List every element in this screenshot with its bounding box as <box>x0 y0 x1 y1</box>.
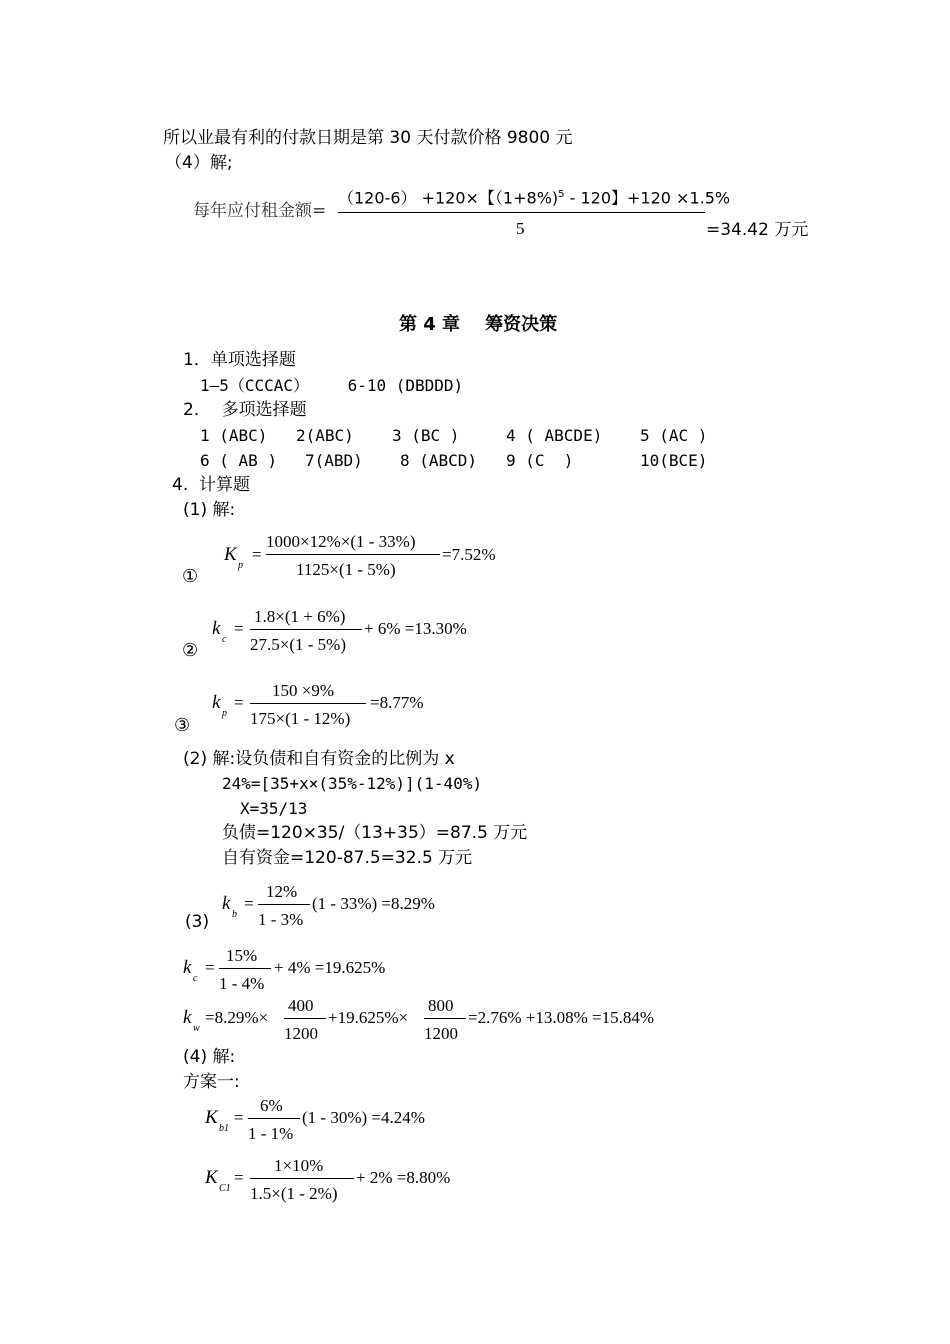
formula-subscript: b1 <box>219 1123 229 1134</box>
formula-subscript: C1 <box>219 1183 231 1194</box>
fraction-1-numerator: 400 <box>288 996 314 1015</box>
part2-line-1: (2) 解:设负债和自有资金的比例为 x <box>183 749 455 769</box>
formula-result: + 4% =19.625% <box>274 958 386 977</box>
fraction-bar <box>248 1118 300 1119</box>
equals-sign: = <box>244 894 254 913</box>
formula-numerator: 15% <box>226 946 258 965</box>
formula-result: + 6% =13.30% <box>364 619 467 638</box>
formula-subscript: c <box>222 634 227 645</box>
fraction-2-numerator: 800 <box>428 996 454 1015</box>
section-single-choice-title: 1．单项选择题 <box>183 350 296 370</box>
formula-lhs: k <box>212 692 221 713</box>
equals-sign: = <box>234 693 244 712</box>
answer-item: 8 (ABCD) <box>400 451 478 470</box>
formula-numerator: 150 ×9% <box>272 681 334 700</box>
formula-subscript: p <box>222 708 227 719</box>
formula-lhs: K <box>205 1107 218 1128</box>
formula-result: =2.76% +13.08% =15.84% <box>468 1008 654 1027</box>
fraction-bar <box>258 904 310 905</box>
equals-sign: = <box>234 619 244 638</box>
part4-solution-label: (4) 解: <box>183 1047 236 1067</box>
answer-item: 9 (C ) <box>506 451 574 470</box>
equals-sign: = <box>252 545 262 564</box>
chapter-title: 第 4 章 筹资决策 <box>399 314 558 335</box>
formula-numerator: 1×10% <box>274 1156 324 1175</box>
formula-lhs: K <box>224 544 237 565</box>
part2-line-3: X=35/13 <box>240 799 308 818</box>
rent-denominator: 5 <box>516 219 525 238</box>
answer-item: 1 (ABC) <box>200 426 268 445</box>
rent-fraction-bar <box>338 212 705 213</box>
formula-lhs: k <box>212 618 221 639</box>
formula-result: =8.77% <box>370 693 424 712</box>
formula-numerator: 6% <box>260 1096 283 1115</box>
formula-lhs: k <box>183 1007 192 1028</box>
fraction-bar <box>250 629 362 630</box>
formula-lhs: k <box>222 893 231 914</box>
answer-item: 2(ABC) <box>296 426 354 445</box>
formula-term-2: +19.625%× <box>328 1008 409 1027</box>
formula-result: (1 - 33%) =8.29% <box>312 894 435 913</box>
formula-lhs: K <box>205 1167 218 1188</box>
formula-denominator: 1.5×(1 - 2%) <box>250 1184 338 1203</box>
formula-numerator: 12% <box>266 882 298 901</box>
section-multi-choice-title: 2． 多项选择题 <box>183 400 307 420</box>
answer-item: 10(BCE) <box>640 451 708 470</box>
formula-result: =7.52% <box>442 545 496 564</box>
formula-subscript: w <box>193 1023 200 1034</box>
fraction-bar <box>250 703 366 704</box>
formula-denominator: 27.5×(1 - 5%) <box>250 635 346 654</box>
formula-term-1: =8.29%× <box>205 1008 269 1027</box>
formula-subscript: p <box>238 560 243 571</box>
answer-item: 5 (AC ) <box>640 426 708 445</box>
formula-lhs: k <box>183 957 192 978</box>
formula-numerator: 1.8×(1 + 6%) <box>254 607 346 626</box>
equals-sign: = <box>234 1108 244 1127</box>
part1-solution-label: (1) 解: <box>183 500 236 520</box>
equals-sign: = <box>205 958 215 977</box>
formula-denominator: 175×(1 - 12%) <box>250 709 351 728</box>
formula-denominator: 1125×(1 - 5%) <box>296 560 396 579</box>
formula-result: (1 - 30%) =4.24% <box>302 1108 425 1127</box>
formula-subscript: c <box>193 973 198 984</box>
fraction-2-denominator: 1200 <box>424 1024 458 1043</box>
part2-line-5: 自有资金=120-87.5=32.5 万元 <box>222 848 473 868</box>
fraction-bar <box>266 554 440 555</box>
rent-result: =34.42 万元 <box>706 220 809 240</box>
rent-numerator: （120-6） +120×【（1+8%)$^5$ - 120】+120 ×1.5% <box>338 188 731 208</box>
fraction-bar <box>219 968 271 969</box>
answer-item: 4 ( ABCDE) <box>506 426 603 445</box>
formula-denominator: 1 - 3% <box>258 910 304 929</box>
part3-marker: (3) <box>185 912 210 932</box>
formula-denominator: 1 - 1% <box>248 1124 294 1143</box>
plan-one-label: 方案一: <box>183 1072 240 1092</box>
fraction-bar <box>250 1178 354 1179</box>
marker-1: ① <box>182 566 199 587</box>
section-calculation-title: 4. 计算题 <box>172 475 251 495</box>
part2-line-4: 负债=120×35/（13+35）=87.5 万元 <box>222 823 528 843</box>
rent-label: 每年应付租金额= <box>193 201 327 221</box>
part2-line-2: 24%=[35+x×(35%-12%)](1-40%) <box>222 774 483 793</box>
text-line-part4-solution: （4）解; <box>165 153 233 173</box>
formula-denominator: 1 - 4% <box>219 974 265 993</box>
equals-sign: = <box>234 1168 244 1187</box>
single-choice-answers: 1—5（CCCAC） 6-10 (DBDDD) <box>200 376 464 395</box>
formula-subscript: b <box>232 909 237 920</box>
answer-item: 7(ABD) <box>305 451 363 470</box>
fraction-bar <box>424 1018 466 1019</box>
text-line-payment-date: 所以业最有利的付款日期是第 30 天付款价格 9800 元 <box>163 128 573 148</box>
marker-2: ② <box>182 640 199 661</box>
answer-item: 6 ( AB ) <box>200 451 278 470</box>
marker-3: ③ <box>174 715 191 736</box>
answer-item: 3 (BC ) <box>392 426 460 445</box>
fraction-bar <box>284 1018 326 1019</box>
formula-result: + 2% =8.80% <box>356 1168 451 1187</box>
fraction-1-denominator: 1200 <box>284 1024 318 1043</box>
formula-numerator: 1000×12%×(1 - 33%) <box>266 532 416 551</box>
